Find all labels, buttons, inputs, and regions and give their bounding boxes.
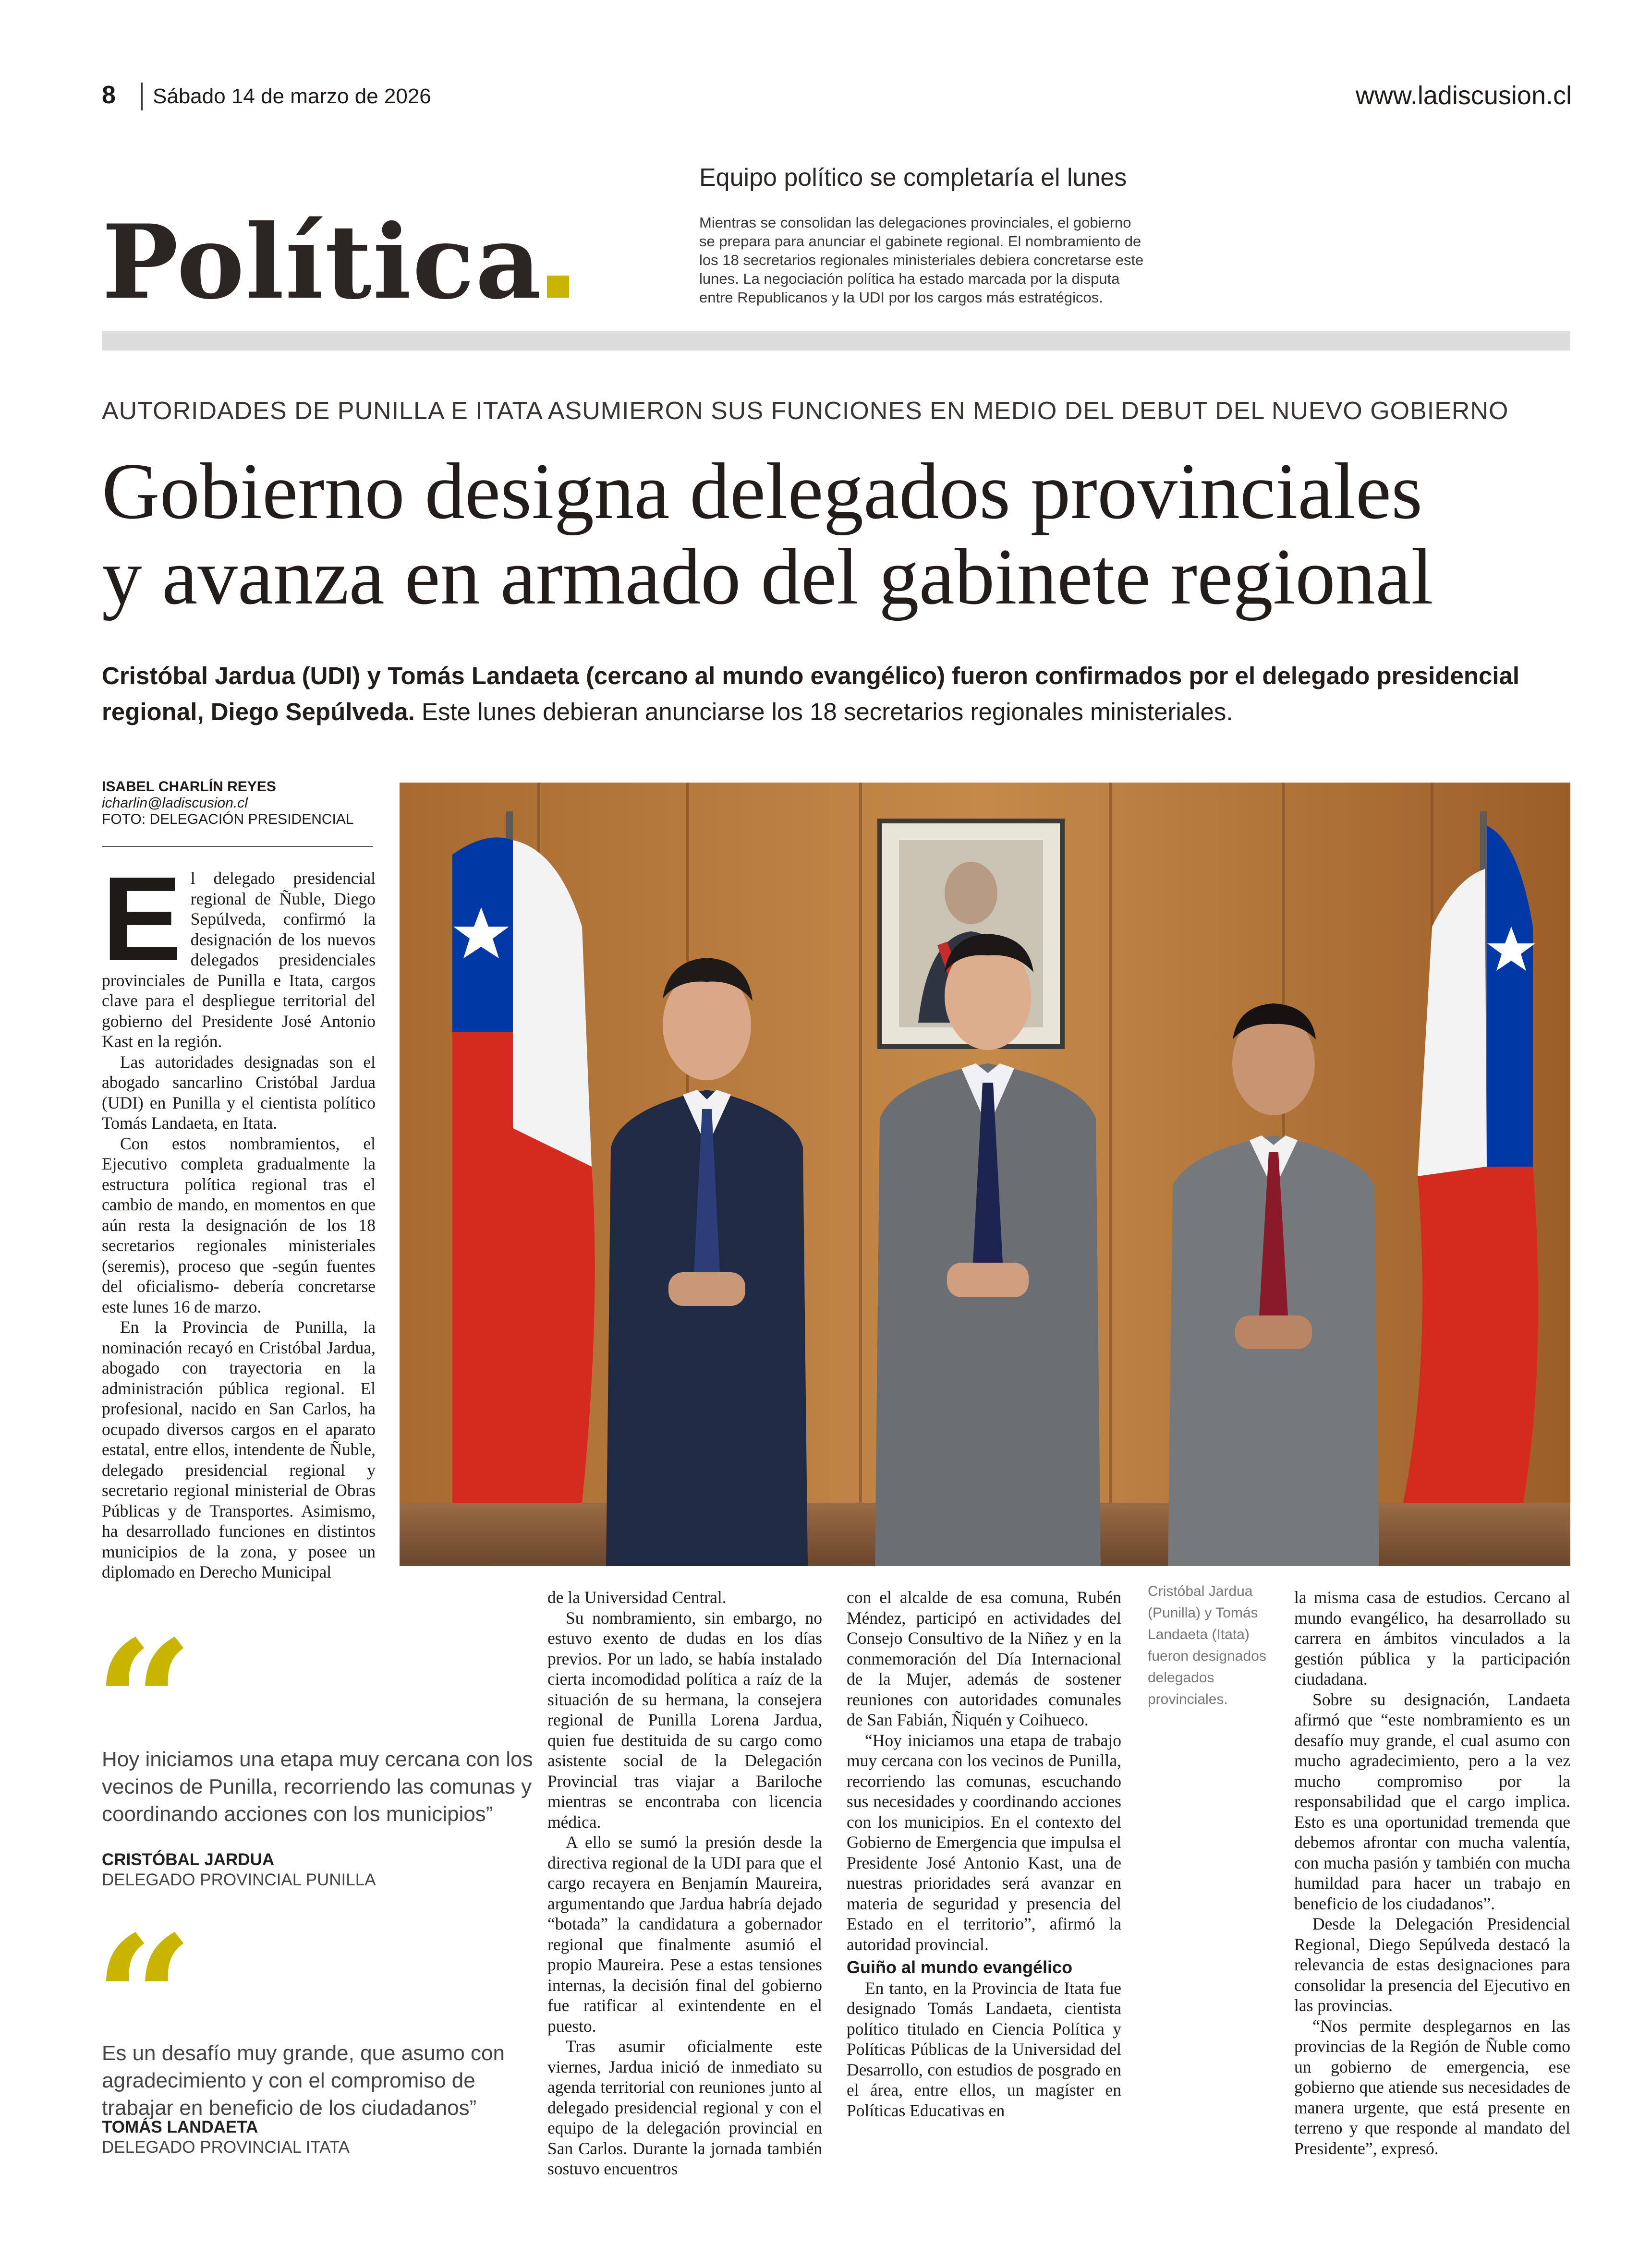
pull-quote-name: CRISTÓBAL JARDUA [102,1850,275,1869]
chile-flag-left [452,811,595,1503]
byline-photo-credit: FOTO: DELEGACIÓN PRESIDENCIAL [102,811,354,827]
pull-quote-text: Es un desafío muy grande, que asumo con agradecimiento y con el compromiso de trabajar en beneficio de los ciudadanos” [102,2041,505,2120]
paragraph: Sobre su designación, Landaeta afirmó que “este nombramiento es un desafío muy grande, el cual asumo con mucho agradecimiento, pero a la vez mucho compromiso por la responsabilidad que el cargo implica. Esto es una oportunidad tremenda que debemos afrontar con mucha valentía, con mucha pasión y también con mucha humildad para hacer un trabajo en beneficio de los ciudadanos”. [1294,1689,1570,1913]
teaser-line: Mientras se consolidan las delegaciones provinciales, el gobierno [699,214,1131,231]
article-kicker: AUTORIDADES DE PUNILLA E ITATA ASUMIERON SUS FUNCIONES EN MEDIO DEL DEBUT DEL NUEVO GOBIERNO [102,397,1509,425]
headline-line: Gobierno designa delegados provinciales [102,447,1423,536]
article-column-1 [102,852,376,1582]
pull-quote-role: DELEGADO PROVINCIAL ITATA [102,2138,350,2157]
paragraph: Con estos nombramientos, el Ejecutivo completa gradualmente la estructura política regional tras el cambio de mando, en momentos en que aún resta la designación de los 18 secretarios regionales ministeriales (seremis), proceso que -según fuentes del oficialismo- debería concretarse este lunes 16 de marzo. [102,1134,376,1316]
paragraph: “Hoy iniciamos una etapa de trabajo muy cercana con los vecinos de Punilla, recorriendo las comunas, escuchando sus necesidades y coordinando acciones con los municipios. En el contexto del Gobierno de Emergencia que impulsa el Presidente José Antonio Kast, una de nuestras prioridades será avanzar en materia de seguridad y presencia del Estado en el territorio”, afirmó la autoridad provincial. [847,1730,1121,1954]
header-separator [141,83,143,110]
pull-quote-name: TOMÁS LANDAETA [102,2118,258,2136]
article-subheading: Guiño al mundo evangélico [847,1957,1073,1977]
teaser-line: entre Republicanos y la UDI por los cargos más estratégicos. [699,289,1103,306]
byline-rule [102,846,373,847]
teaser-line: lunes. La negociación política ha estado marcada por la disputa [699,270,1120,287]
article-headline [102,449,1576,620]
byline-author: ISABEL CHARLÍN REYES [102,779,276,795]
quote-mark-icon: “ [94,1898,194,2101]
photo-illustration [400,783,1570,1566]
teaser-text [699,213,1213,307]
pull-quote-role: DELEGADO PROVINCIAL PUNILLA [102,1870,376,1889]
page-number: 8 [102,81,116,109]
paragraph: l delegado presidencial regional de Ñuble, Diego Sepúlveda, confirmó la designación de los nuevos delegados presidenciales provinciales de Punilla e Itata, cargos clave para el despliegue territorial del gobierno del Presidente José Antonio Kast en la región. [102,869,376,1051]
paragraph: En tanto, en la Provincia de Itata fue designado Tomás Landaeta, cientista político titulado en Ciencia Política y Políticas Públicas de la Universidad del Desarrollo, con estudios de posgrado en el área, entre ellos, un magíster en Políticas Educativas en [847,1978,1121,2120]
paragraph: Su nombramiento, sin embargo, no estuvo exento de dudas en los días previos. Por un lado, se había instalado cierta incomodidad política a raíz de la situación de su hermana, la consejera regional de Punilla Lorena Jardua, quien fue destituida de su cargo como asistente social de la Delegación Provincial tras viajar a Bariloche mientras se encontraba con licencia médica. [547,1608,822,1832]
paragraph: Tras asumir oficialmente este viernes, Jardua inició de inmediato su agenda territorial con reuniones junto al delegado presidencial regional y con el equipo de la delegación provincial en San Carlos. Durante la jornada también sostuvo encuentros [547,2037,822,2178]
paragraph: “Nos permite desplegarnos en las provincias de la Región de Ñuble como un gobierno de emergencia, ese gobierno que atiende sus necesidades de manera urgente, que está presente en terreno y que responde al mandato del Presidente”, expresó. [1294,2016,1570,2158]
article-photo [400,783,1570,1566]
drop-cap: E [102,852,182,986]
byline-email[interactable]: icharlin@ladiscusion.cl [102,795,248,811]
website-url[interactable]: www.ladiscusion.cl [1355,81,1572,110]
teaser-line: se prepara para anunciar el gabinete regional. El nombramiento de [699,233,1141,250]
section-divider-bar [102,331,1570,350]
article-column-4 [1294,1587,1570,2159]
article-subhead [102,658,1576,730]
headline-line: y avanza en armado del gabinete regional [102,532,1433,621]
paragraph: Las autoridades designadas son el abogado sancarlino Cristóbal Jardua (UDI) en Punilla y el cientista político Tomás Landaeta, en Itata. [102,1052,376,1133]
section-accent-square [547,276,569,298]
paragraph: A ello se sumó la presión desde la directiva regional de la UDI para que el cargo recayera en Benjamín Maureira, argumentando que Jardua habría dejado “botada” la candidatura a gobernador regional que finalmente asumió el propio Maureira. Pese a estas tensiones internas, la decisión final del gobierno fue ratificar al exintendente en el puesto. [547,1833,822,2036]
paragraph: En la Provincia de Punilla, la nominación recayó en Cristóbal Jardua, abogado con trayectoria en la administración pública regional. El profesional, nacido en San Carlos, ha ocupado diversos cargos en el aparato estatal, entre ellos, intendente de Ñuble, delegado presidencial regional y secretario regional ministerial de Obras Públicas y de Transportes. Asimismo, ha desarrollado funciones en distintos municipios de la zona, y posee un diplomado en Derecho Municipal [102,1317,376,1581]
paragraph: con el alcalde de esa comuna, Rubén Méndez, participó en actividades del Consejo Consultivo de la Niñez y en la conmemoración del Día Internacional de la Mujer, además de sostener reuniones con autoridades comunales de San Fabián, Ñiquén y Coihueco. [847,1588,1121,1729]
quote-mark-icon: “ [94,1603,194,1806]
page-date: Sábado 14 de marzo de 2026 [153,84,431,108]
pull-quote-text: Hoy iniciamos una etapa muy cercana con los vecinos de Punilla, recorriendo las comunas y coordinando acciones con los municipios” [102,1748,533,1826]
paragraph: la misma casa de estudios. Cercano al mundo evangélico, ha desarrollado su carrera en ámbitos vinculados a la gestión pública y la participación ciudadana. [1294,1588,1570,1689]
section-title [102,202,569,322]
teaser-line: los 18 secretarios regionales ministeriales debiera concretarse este [699,252,1144,268]
paragraph: Desde la Delegación Presidencial Regional, Diego Sepúlveda destacó la relevancia de estas designaciones para consolidar la presencia del Ejecutivo en las provincias. [1294,1914,1570,2015]
subhead-rest: Este lunes debieran anunciarse los 18 secretarios regionales ministeriales. [414,698,1233,725]
article-column-3 [847,1587,1121,2121]
paragraph: de la Universidad Central. [547,1588,727,1607]
subhead-bold: Cristóbal Jardua (UDI) y Tomás Landaeta (cercano al mundo evangélico) fueron confirmados por el delegado presidencial regional, Diego Sepúlveda. [102,662,1520,725]
article-column-2 [547,1587,822,2179]
byline [102,779,373,828]
teaser-title: Equipo político se completaría el lunes [699,164,1127,192]
section-name: Política [102,202,543,322]
photo-caption: Cristóbal Jardua (Punilla) y Tomás Landaeta (Itata) fueron designados delegados provinciales. [1148,1583,1266,1707]
